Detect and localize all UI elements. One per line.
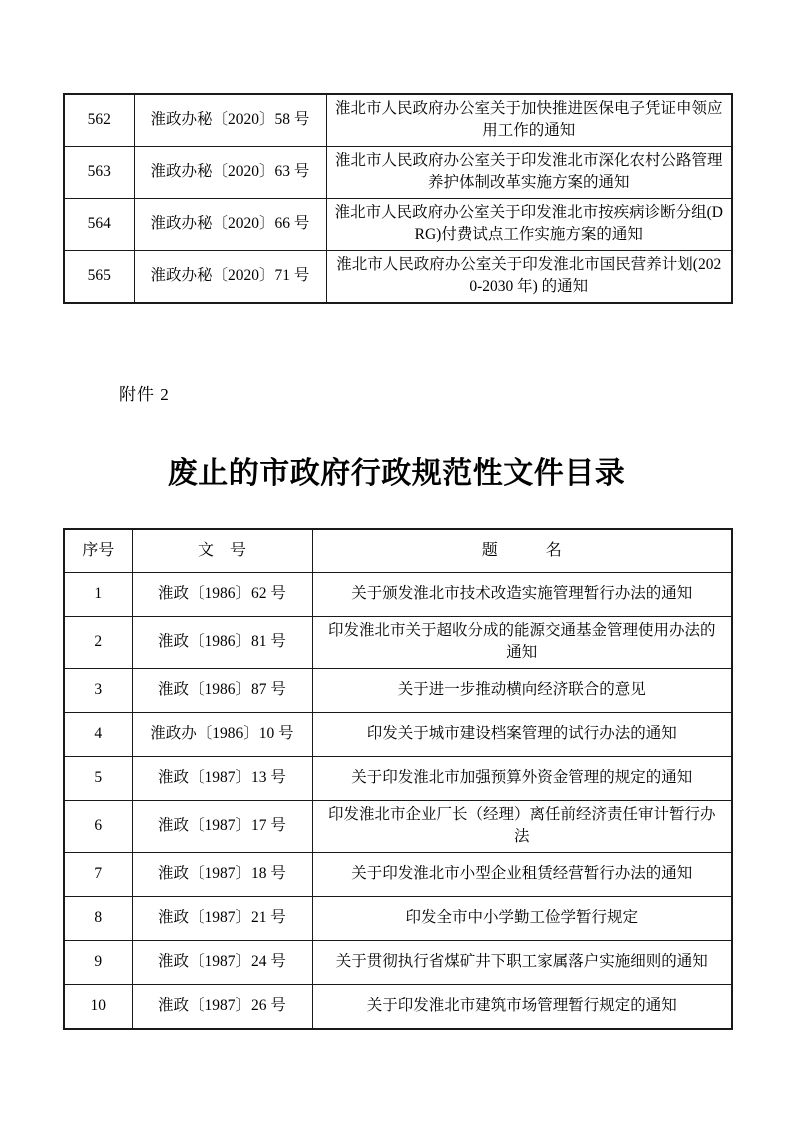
doc-number-cell: 淮政办秘〔2020〕71 号 bbox=[134, 250, 326, 302]
doc-title-cell: 关于进一步推动横向经济联合的意见 bbox=[312, 668, 732, 712]
row-number-cell: 564 bbox=[64, 198, 134, 250]
table-row bbox=[64, 756, 732, 800]
doc-number-cell: 淮政〔1986〕81 号 bbox=[132, 617, 312, 669]
doc-number-cell: 淮政〔1987〕13 号 bbox=[132, 756, 312, 800]
doc-title-cell: 关于印发淮北市加强预算外资金管理的规定的通知 bbox=[312, 756, 732, 800]
header-doc-number: 文 号 bbox=[132, 529, 312, 573]
doc-number-cell: 淮政〔1987〕17 号 bbox=[132, 800, 312, 852]
repealed-documents-table-continuation bbox=[63, 93, 733, 304]
attachment-label: 附件 2 bbox=[119, 385, 170, 404]
doc-number-cell: 淮政办〔1986〕10 号 bbox=[132, 712, 312, 756]
catalog-table-header bbox=[64, 529, 732, 573]
row-number-cell: 10 bbox=[64, 984, 132, 1029]
row-number-cell: 7 bbox=[64, 852, 132, 896]
doc-title-cell: 关于颁发淮北市技术改造实施管理暂行办法的通知 bbox=[312, 573, 732, 617]
table-row bbox=[64, 617, 732, 669]
doc-number-cell: 淮政〔1986〕62 号 bbox=[132, 573, 312, 617]
doc-number-cell: 淮政办秘〔2020〕63 号 bbox=[134, 146, 326, 198]
doc-number-cell: 淮政〔1987〕21 号 bbox=[132, 896, 312, 940]
table-row bbox=[64, 984, 732, 1029]
catalog-table-body bbox=[64, 573, 732, 1029]
table-row bbox=[64, 146, 732, 198]
row-number-cell: 563 bbox=[64, 146, 134, 198]
table-row bbox=[64, 250, 732, 302]
row-number-cell: 2 bbox=[64, 617, 132, 669]
row-number-cell: 3 bbox=[64, 668, 132, 712]
table-row bbox=[64, 940, 732, 984]
row-number-cell: 6 bbox=[64, 800, 132, 852]
row-number-cell: 562 bbox=[64, 94, 134, 146]
doc-number-cell: 淮政办秘〔2020〕66 号 bbox=[134, 198, 326, 250]
doc-title-cell: 印发淮北市关于超收分成的能源交通基金管理使用办法的通知 bbox=[312, 617, 732, 669]
doc-number-cell: 淮政〔1987〕24 号 bbox=[132, 940, 312, 984]
doc-title-cell: 淮北市人民政府办公室关于印发淮北市国民营养计划(2020-2030 年) 的通知 bbox=[326, 250, 732, 302]
header-row bbox=[64, 529, 732, 573]
row-number-cell: 9 bbox=[64, 940, 132, 984]
doc-title-cell: 关于贯彻执行省煤矿井下职工家属落户实施细则的通知 bbox=[312, 940, 732, 984]
doc-title-cell: 淮北市人民政府办公室关于印发淮北市按疾病诊断分组(DRG)付费试点工作实施方案的通知 bbox=[326, 198, 732, 250]
page-title: 废止的市政府行政规范性文件目录 bbox=[167, 457, 626, 490]
table-row bbox=[64, 712, 732, 756]
doc-number-cell: 淮政〔1987〕26 号 bbox=[132, 984, 312, 1029]
row-number-cell: 4 bbox=[64, 712, 132, 756]
header-title: 题 名 bbox=[312, 529, 732, 573]
doc-title-cell: 印发关于城市建设档案管理的试行办法的通知 bbox=[312, 712, 732, 756]
table-row bbox=[64, 896, 732, 940]
doc-title-cell: 印发全市中小学勤工俭学暂行规定 bbox=[312, 896, 732, 940]
doc-number-cell: 淮政办秘〔2020〕58 号 bbox=[134, 94, 326, 146]
row-number-cell: 5 bbox=[64, 756, 132, 800]
row-number-cell: 565 bbox=[64, 250, 134, 302]
header-index: 序号 bbox=[64, 529, 132, 573]
doc-title-cell: 关于印发淮北市建筑市场管理暂行规定的通知 bbox=[312, 984, 732, 1029]
repealed-normative-documents-catalog-table bbox=[63, 528, 733, 1030]
row-number-cell: 8 bbox=[64, 896, 132, 940]
row-number-cell: 1 bbox=[64, 573, 132, 617]
doc-title-cell: 印发淮北市企业厂长（经理）离任前经济责任审计暂行办法 bbox=[312, 800, 732, 852]
table-row bbox=[64, 198, 732, 250]
doc-title-cell: 淮北市人民政府办公室关于印发淮北市深化农村公路管理养护体制改革实施方案的通知 bbox=[326, 146, 732, 198]
table-row bbox=[64, 852, 732, 896]
doc-title-cell: 淮北市人民政府办公室关于加快推进医保电子凭证申领应用工作的通知 bbox=[326, 94, 732, 146]
doc-title-cell: 关于印发淮北市小型企业租赁经营暂行办法的通知 bbox=[312, 852, 732, 896]
top-table-body bbox=[64, 94, 732, 303]
table-row bbox=[64, 573, 732, 617]
doc-number-cell: 淮政〔1987〕18 号 bbox=[132, 852, 312, 896]
table-row bbox=[64, 800, 732, 852]
table-row bbox=[64, 94, 732, 146]
doc-number-cell: 淮政〔1986〕87 号 bbox=[132, 668, 312, 712]
table-row bbox=[64, 668, 732, 712]
